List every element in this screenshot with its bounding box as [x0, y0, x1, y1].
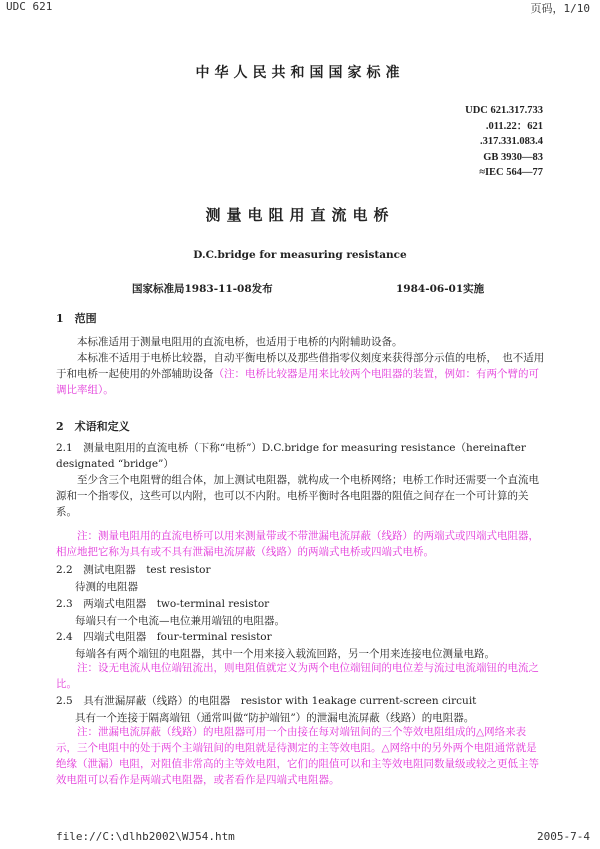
issue-date: 国家标准局1983-11-08发布 — [132, 283, 273, 295]
scope-exclusion-paragraph — [56, 350, 546, 398]
definition-term: 2.5 具有泄漏屏蔽（线路）的电阻器 resistor with 1eakage current-screen circuit — [56, 695, 477, 707]
iec-code: ≈IEC 564—77 — [479, 167, 543, 178]
definition-term: 2.3 两端式电阻器 two-terminal resistor — [56, 598, 270, 610]
standard-title: 测量电阻用直流电桥 — [205, 206, 395, 224]
standard-codes — [465, 103, 543, 181]
definition-note: 注：泄漏电流屏蔽（线路）的电阻器可用一个由接在每对端钮间的三个等效电阻组成的△网络来表示，三个电阻中的处于两个主端钮间的电阻就是待测定的主等效电阻。△网络中的另外两个电阻通常就是绝缘（泄漏）电阻，对阻值非常高的主等效电阻，它们的阻值可以和主等效电阻同数量级或较之更低主等效电阻可以看作是两端式电阻器，或者看作是四端式电阻器。 — [56, 726, 539, 786]
document-title: 中华人民共和国国家标准 — [195, 65, 405, 81]
gb-code: GB 3930—83 — [483, 151, 543, 163]
udc-code-cont: .011.22：621 — [485, 120, 543, 132]
definition-note: 注：测量电阻用的直流电桥可以用来测量带或不带泄漏电流屏蔽（线路）的两端式或四端式电阻器，相应地把它称为具有或不具有泄漏电流屏蔽（线路）的两端式电桥或四端式电桥。 — [56, 530, 539, 558]
udc-code-cont: .317.331.083.4 — [480, 136, 543, 147]
scope-note: （注：电桥比较器是用来比较两个电阻器的装置，例如：有两个臂的可调比率组）。 — [56, 368, 539, 396]
effective-date: 1984-06-01实施 — [396, 283, 485, 295]
section-heading: 1 范围 — [56, 312, 97, 325]
scope-paragraph: 本标准适用于测量电阻用的直流电桥，也适用于电桥的内附辅助设备。 — [77, 336, 403, 348]
definition-term: 2.1 测量电阻用的直流电桥（下称“电桥”）D.C.bridge for measuring resistance（hereinafter designated “bridge”） — [56, 442, 526, 470]
definition-note: 注：设无电流从电位端钮流出，则电阻值就定义为两个电位端钮间的电位差与流过电流端钮的电流之比。 — [56, 662, 539, 690]
definition-body: 具有一个连接于隔离端钮（通常叫做“防护端钮”）的泄漏电流屏蔽（线路）的电阻器。 — [75, 712, 475, 724]
scope-exclusion-text: 本标准不适用于电桥比较器，自动平衡电桥以及那些借指零仪刻度来获得部分示值的电桥， 也不适用于和电桥一起使用的外部辅助设备 — [56, 352, 545, 380]
section-heading: 2 术语和定义 — [56, 420, 130, 433]
header-url-label: UDC 621 — [6, 0, 53, 13]
footer-file-path: file://C:\dlhb2002\WJ54.htm — [56, 830, 235, 843]
definition-term: 2.2 测试电阻器 test resistor — [56, 564, 211, 576]
definition-term: 2.4 四端式电阻器 four-terminal resistor — [56, 631, 272, 643]
definition-body: 待测的电阻器 — [75, 581, 138, 593]
header-page-number: 页码，1/10 — [530, 2, 590, 15]
udc-code: UDC 621.317.733 — [465, 105, 543, 116]
definition-body: 至少含三个电阻臂的组合体，加上测试电阻器，就构成一个电桥网络；电桥工作时还需要一个直流电源和一个指零仪，这些可以内附，也可以不内附。电桥平衡时各电阻器的阻值之间存在一个可计算的关系。 — [56, 474, 539, 518]
definition-body: 每端各有两个端钮的电阻器，其中一个用来接入载流回路，另一个用来连接电位测量电路。 — [75, 648, 495, 660]
english-title: D.C.bridge for measuring resistance — [193, 249, 407, 261]
footer-date: 2005-7-4 — [537, 830, 590, 843]
definition-body: 每端只有一个电流—电位兼用端钮的电阻器。 — [75, 615, 285, 627]
